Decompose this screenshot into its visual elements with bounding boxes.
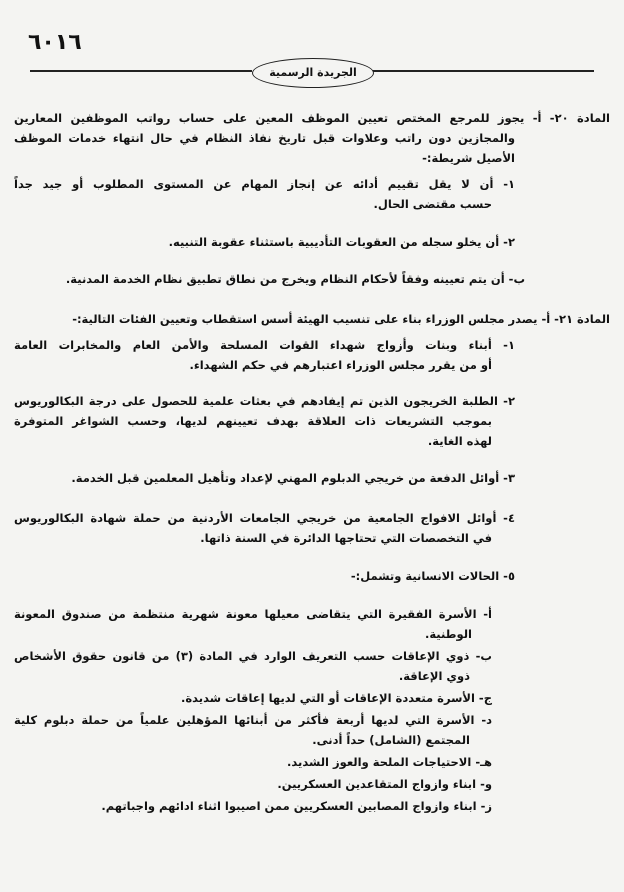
case-b-line-1: ب- ذوي الإعاقات حسب التعريف الوارد في المادة (٣) من قانون حقوق الأشخاص [14, 649, 492, 663]
case-h: هـ- الاحتياجات الملحة والعوز الشديد. [287, 755, 492, 769]
case-d-line-2: المجتمع (الشامل) حداً أدنى. [312, 733, 470, 747]
article-20-line-1: المادة ٢٠- أ- يجوز للمرجع المختص تعيين الموظف المعين على حساب رواتب الموظفين المعارين [14, 111, 611, 125]
condition-2: ٢- أن يخلو سجله من العقوبات التأديبية باستثناء عقوبة التنبيه. [168, 235, 515, 249]
gazette-title: الجريدة الرسمية [252, 58, 374, 88]
header-rule-right [372, 70, 594, 72]
item-1-line-2: أو من يقرر مجلس الوزراء اعتبارهم في حكم الشهداء. [189, 358, 492, 372]
article-20-line-2: والمجازين دون راتب وعلاوات قبل تاريخ نفاذ النظام في حال انتهاء خدمات الموظف [14, 131, 515, 145]
case-a-line-1: أ- الأسرة الفقيرة التي يتقاضى معيلها معونة شهرية منتظمة من صندوق المعونة [14, 607, 492, 621]
condition-1-line-2: حسب مقتضى الحال. [373, 197, 492, 211]
article-21-line-1: المادة ٢١- أ- يصدر مجلس الوزراء بناء على تنسيب الهيئة أسس استقطاب وتعيين الفئات التالية:- [72, 312, 610, 326]
item-2-line-3: لهذه الغاية. [427, 434, 492, 448]
case-w: و- ابناء وازواج المتقاعدين العسكريين. [277, 777, 492, 791]
item-4-line-2: في التخصصات التي تحتاجها الدائرة في السنة ذاتها. [200, 531, 492, 545]
article-20-line-3: الأصيل شريطة:- [422, 151, 515, 165]
header-rule-left [30, 70, 252, 72]
case-c: ج- الأسرة متعددة الإعاقات أو التي لديها إعاقات شديدة. [180, 691, 492, 705]
case-b-line-2: ذوي الإعاقة. [398, 669, 470, 683]
case-d-line-1: د- الأسرة التي لديها أربعة فأكثر من أبنائها المؤهلين علمياً من حملة دبلوم كلية [14, 713, 492, 727]
page-number: ٦٠١٦ [28, 30, 82, 55]
item-3: ٣- أوائل الدفعة من خريجي الدبلوم المهني لإعداد وتأهيل المعلمين قبل الخدمة. [71, 471, 515, 485]
condition-1-line-1: ١- أن لا يقل تقييم أدائه عن إنجاز المهام عن المستوى المطلوب أو جيد جداً [14, 177, 515, 191]
case-a-line-2: الوطنية. [424, 627, 472, 641]
case-z: ز- ابناء وازواج المصابين العسكريين ممن اصيبوا اثناء ادائهم واجباتهم. [101, 799, 492, 813]
item-4-line-1: ٤- أوائل الافواج الجامعية من خريجي الجامعات الأردنية من حملة شهادة البكالوريوس [14, 511, 515, 525]
item-2-line-2: بموجب التشريعات ذات العلاقة بهدف تعيينهم لديها، وحسب الشواغر المتوفرة [14, 414, 492, 428]
item-5: ٥- الحالات الانسانية وتشمل:- [350, 569, 515, 583]
article-20-b: ب- أن يتم تعيينه وفقاً لأحكام النظام ويخرج من نطاق تطبيق نظام الخدمة المدنية. [65, 272, 525, 286]
item-1-line-1: ١- أبناء وبنات وأزواج شهداء القوات المسلحة والأمن العام والمخابرات العامة [14, 338, 515, 352]
item-2-line-1: ٢- الطلبة الخريجون الذين تم إيفادهم في بعثات علمية للحصول على درجة البكالوريوس [14, 394, 515, 408]
document-body [14, 108, 610, 816]
